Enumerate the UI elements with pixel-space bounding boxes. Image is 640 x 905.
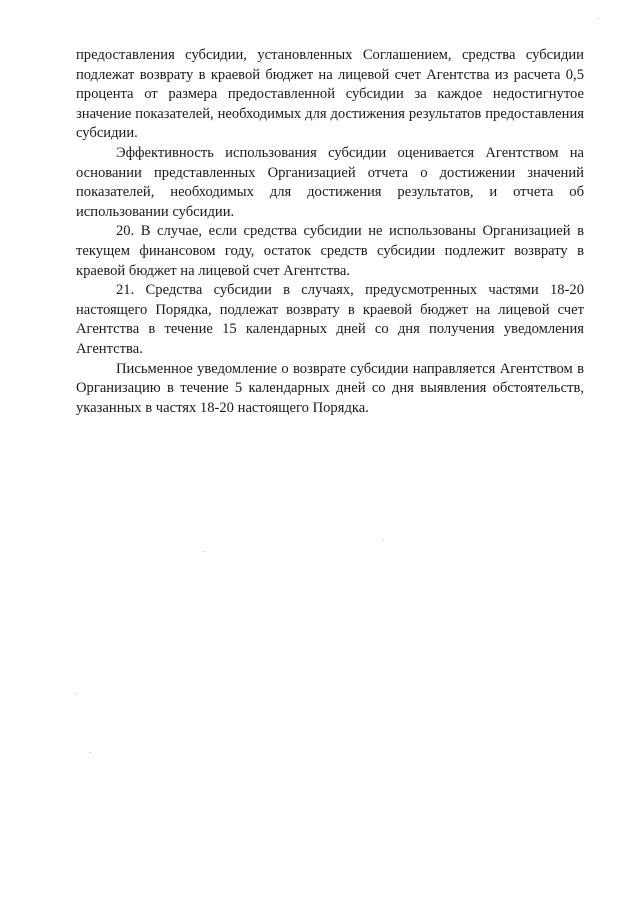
document-body xyxy=(76,46,584,418)
paragraph-written-notice: Письменное уведомление о возврате субсидии направляется Агентством в Организацию в течение 5 календарных дней со дня выявления обстоятельств, указанных в частях 18-20 настоящего Порядка. xyxy=(76,360,584,416)
scan-speck xyxy=(383,540,384,541)
paragraph-clause-21: 21. Средства субсидии в случаях, предусмотренных частями 18-20 настоящего Порядка, подлежат возврату в краевой бюджет на лицевой счет Агентства в течение 15 календарных дней со дня получения уведомления Агентства. xyxy=(76,282,584,357)
paragraph-subsidy-return-penalty: предоставления субсидии, установленных Соглашением, средства субсидии подлежат возврату в краевой бюджет на лицевой счет Агентства из расчета 0,5 процента от размера предоставленной субсидии за каждое недостигнутое значение показателей, необходимых для достижения результатов предоставления субсидии. xyxy=(76,47,584,142)
scan-speck xyxy=(203,551,204,552)
scan-speck xyxy=(76,693,77,694)
paragraph-subsidy-efficiency: Эффективность использования субсидии оценивается Агентством на основании представленных Организацией отчета о достижении значений показателей, необходимых для достижения результатов, и отчета об использовании субсидии. xyxy=(76,144,584,220)
scan-speck xyxy=(90,752,91,753)
scan-speck xyxy=(598,18,599,19)
paragraph-clause-20: 20. В случае, если средства субсидии не использованы Организацией в текущем финансовом году, остаток средств субсидии подлежит возврату в краевой бюджет на лицевой счет Агентства. xyxy=(76,223,584,279)
